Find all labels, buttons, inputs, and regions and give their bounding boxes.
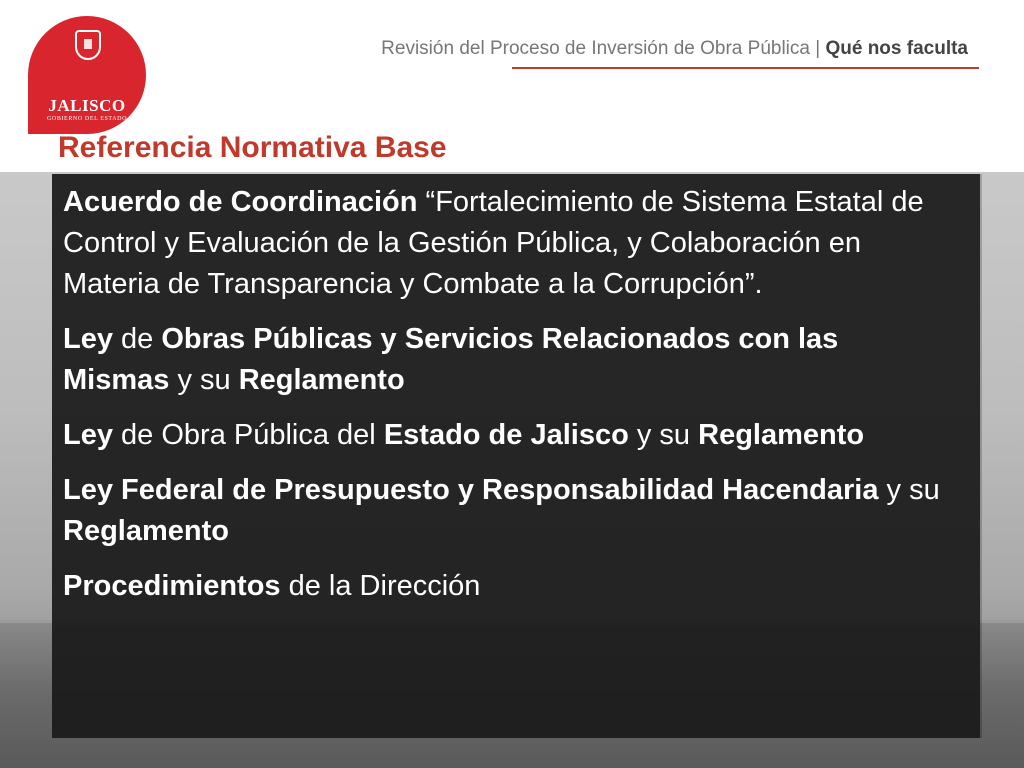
coat-of-arms-icon [75, 30, 101, 60]
text: “Fortalecimiento de Sistema Estatal de Control y Evaluación de la Gestión Pública, y Colaboración en Materia de Transparencia y Combate a la Corrupción”. [63, 186, 924, 300]
jalisco-logo [28, 16, 146, 134]
header-text: Revisión del Proceso de Inversión de Obra Pública | [381, 38, 826, 59]
content-panel [52, 174, 980, 738]
bold-text: Acuerdo de Coordinación [63, 186, 418, 218]
list-item [63, 415, 952, 456]
bold-text: Reglamento [698, 419, 865, 451]
panel-shadow [980, 174, 982, 738]
slide-title: Referencia Normativa Base [58, 131, 447, 164]
list-item [63, 182, 952, 305]
header-bold-text: Qué nos faculta [825, 38, 968, 59]
list-item [63, 566, 952, 607]
bold-text: Reglamento [63, 515, 229, 547]
bold-text: Procedimientos [63, 570, 281, 602]
header-underline [512, 67, 979, 69]
bold-text: Ley [63, 419, 113, 451]
slide-header [381, 38, 968, 60]
text: de [112, 323, 162, 355]
bold-text: Obras Públicas y Servicios Relacionados con las Mismas [63, 323, 839, 396]
logo-subtitle: GOBIERNO DEL ESTADO [46, 116, 128, 122]
bold-text: Reglamento [238, 364, 405, 396]
logo-name: JALISCO [48, 96, 126, 115]
text: de la Dirección [280, 570, 481, 602]
list-item [63, 319, 952, 401]
list-item [63, 470, 952, 552]
text: de Obra Pública del [112, 419, 384, 451]
text: y su [878, 474, 940, 506]
text: y su [169, 364, 239, 396]
text: y su [628, 419, 699, 451]
bold-text: Ley Federal de Presupuesto y Responsabilidad Hacendaria [63, 474, 879, 506]
bold-text: Ley [63, 323, 113, 355]
bold-text: Estado de Jalisco [383, 419, 629, 451]
